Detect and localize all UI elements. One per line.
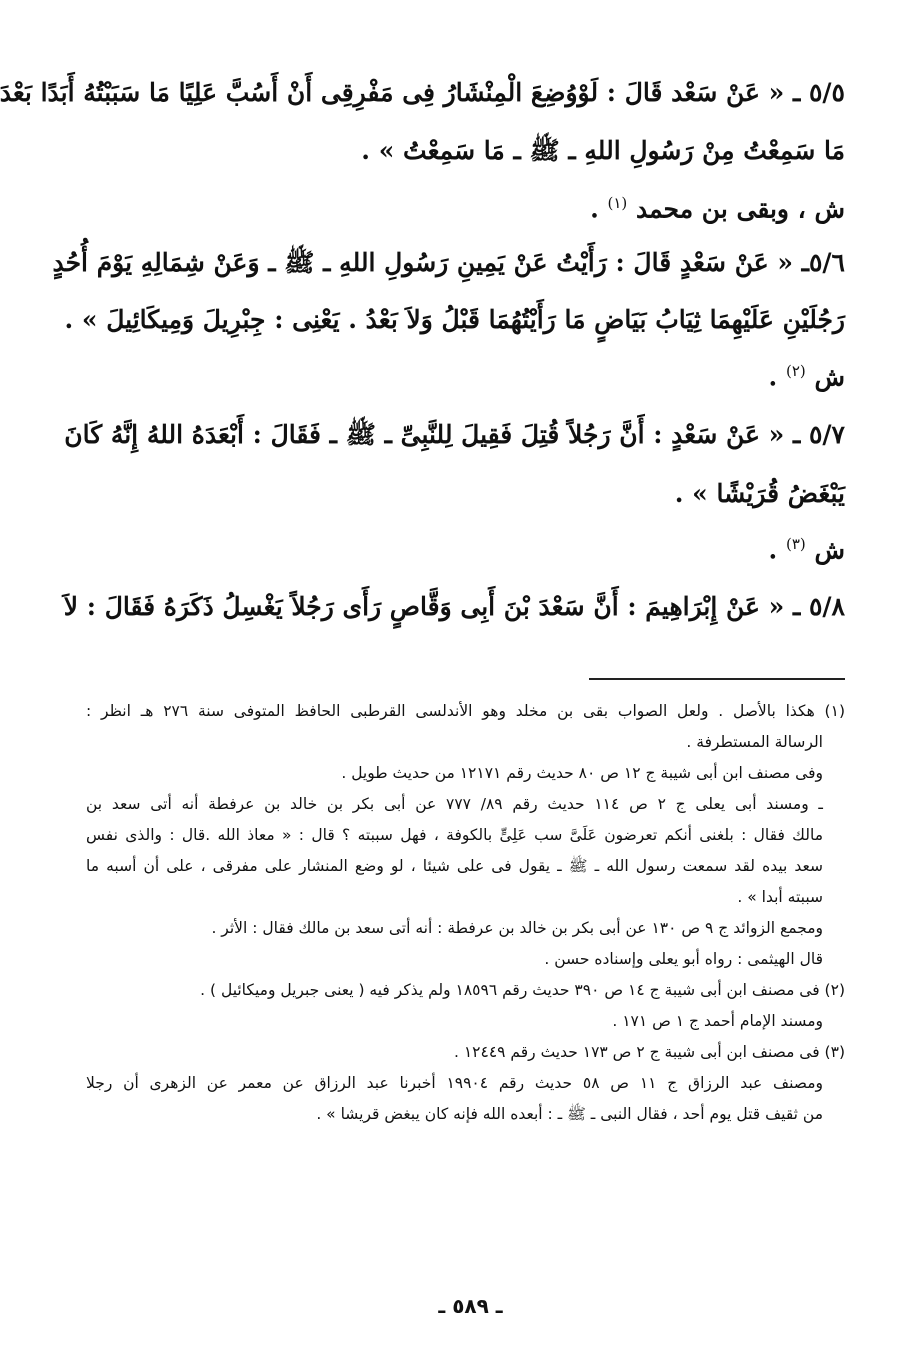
footnote-2-line: (٢) فى مصنف ابن أبى شيبة ج ١٤ ص ٣٩٠ حديث رقم ١٨٥٩٦ ولم يذكر فيه ( يعنى جبريل وميكائيل ) . [200,981,845,999]
footnote-1-line: ـ ومسند أبى يعلى ج ٢ ص ١١٤ حديث رقم ٨٩/ ٧٧٧ عن أبى بكر بن خالد بن عرفطة أنه أتى سعد بن [86,795,823,813]
main-text [0,78,845,624]
hadith-5-7-line-1: ٥/٧ ـ « عَنْ سَعْدٍ : أَنَّ رَجُلاً قُتِلَ فَقِيلَ لِلنَّبِىِّ ـ ﷺ ـ فَقَالَ : أَبْعَدَهُ اللهُ إِنَّهُ كَانَ [64,420,845,449]
source-text: ش [814,362,845,392]
footnote-ref-3[interactable]: (٣) [785,535,806,553]
footnote-divider [589,678,845,680]
footnote-1-line: سعد بيده لقد سمعت رسول الله ـ ﷺ ـ يقول فى على شيئا ، لو وضع المنشار على مفرقى ، على أن أسبه ما [86,857,823,875]
footnote-ref-1[interactable]: (١) [607,194,628,212]
footnote-1-line: الرسالة المستطرفة . [686,733,823,751]
hadith-5-8-line-1: ٥/٨ ـ « عَنْ إِبْرَاهِيمَ : أَنَّ سَعْدَ بْنَ أَبِى وَقَّاصٍ رَأَى رَجُلاً يَغْسِلُ ذَكَرَهُ فَقَالَ : لاَ [63,592,845,621]
footnote-1-line: (١) هكذا بالأصل . ولعل الصواب بقى بن مخلد وهو الأندلسى القرطبى الحافظ المتوفى سنة ٢٧٦ هـ انظر : [86,702,845,720]
footnote-1-line: مالك فقال : بلغنى أنكم تعرضون عَلَىَّ سب عَلِىٍّ بالكوفة ، فهل سببته ؟ قال : « معاذ الله .قال : والذى نفس [86,826,823,844]
footnote-3-line: من ثقيف قتل يوم أحد ، فقال النبى ـ ﷺ ـ : أبعده الله فإنه كان يبغض قريشا » . [316,1105,823,1123]
source-line-2: ش $^{(٢)}$ . [768,362,845,392]
footnote-3-line: (٣) فى مصنف ابن أبى شيبة ج ٢ ص ١٧٣ حديث رقم ١٢٤٤٩ . [454,1043,845,1061]
footnote-1-line: قال الهيثمى : رواه أبو يعلى وإسناده حسن . [544,950,823,968]
footnote-3-line: ومصنف عبد الرزاق ج ١١ ص ٥٨ حديث رقم ١٩٩٠٤ أخبرنا عبد الرزاق عن معمر عن الزهرى أن رجلا [86,1074,824,1092]
hadith-5-6-line-1: ٥/٦ـ « عَنْ سَعْدٍ قَالَ : رَأَيْتُ عَنْ يَمِينِ رَسُولِ اللهِ ـ ﷺ ـ وَعَنْ شِمَالِهِ يَوْمَ أُحُدٍ [52,248,845,277]
source-text: ش [814,535,845,565]
footnote-ref-2[interactable]: (٢) [785,362,806,380]
footnote-2-line: ومسند الإمام أحمد ج ١ ص ١٧١ . [612,1012,823,1030]
footnotes [86,696,845,1130]
source-text: ش ، وبقى بن محمد [635,194,845,224]
footnote-1-line: وفى مصنف ابن أبى شيبة ج ١٢ ص ٨٠ حديث رقم ١٢١٧١ من حديث طويل . [341,764,823,782]
hadith-5-7-line-2: يَبْغَضُ قُرَيْشًا » . [674,479,845,508]
hadith-5-5-line-1: ٥/٥ ـ « عَنْ سَعْد قَالَ : لَوْوُضِعَ الْمِنْشَارُ فِى مَفْرِقِى أَنْ أَسُبَّ عَلِيًا مَا سَبَبْتُهُ أَبَدًا بَعْدَ [0,78,845,107]
footnote-1-line: سببته أبدا » . [737,888,823,906]
hadith-5-5-line-2: مَا سَمِعْتُ مِنْ رَسُولِ اللهِ ـ ﷺ ـ مَا سَمِعْتُ » . [361,136,845,165]
hadith-5-6-line-2: رَجُلَيْنِ عَلَيْهِمَا ثِيَابُ بَيَاضٍ مَا رَأَيْتُهُمَا قَبْلُ وَلاَ بَعْدُ . يَعْنِى : جِبْرِيلَ وَمِيكَائِيلَ » . [64,305,845,334]
footnote-1-line: ومجمع الزوائد ج ٩ ص ١٣٠ عن أبى بكر بن خالد بن عرفطة : أنه أتى سعد بن مالك فقال : الأثر . [211,919,823,937]
source-line-3: ش $^{(٣)}$ . [768,535,845,565]
source-line-1: ش ، وبقى بن محمد $^{(١)}$ . [590,194,845,224]
page-number: ـ ٥٨٩ ـ [438,1294,503,1318]
